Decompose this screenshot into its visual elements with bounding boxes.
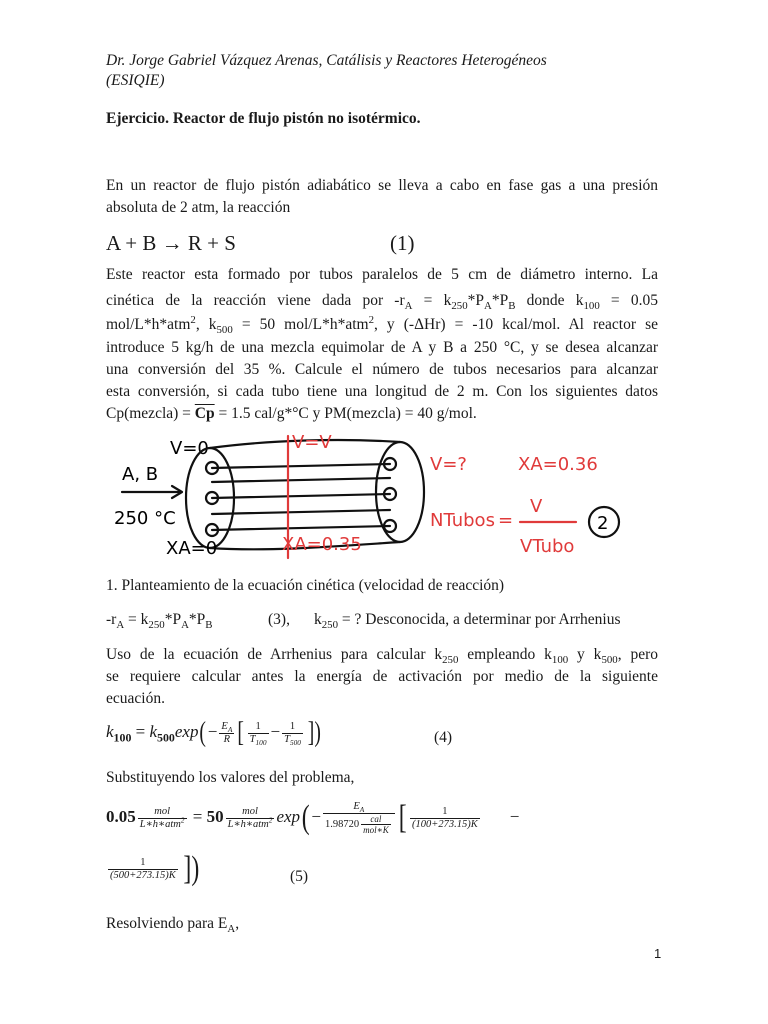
para3-line-2: se requiere calcular antes la energía de activación por medio de la siguiente	[106, 668, 658, 685]
sketch-v0-label: V=0	[170, 438, 209, 459]
para2-line-6: esta conversión, si cada tubo tiene una longitud de 2 m. Con los siguientes datos	[106, 383, 658, 400]
header-line-1: Dr. Jorge Gabriel Vázquez Arenas, Catálisis y Reactores Heterogéneos	[106, 52, 547, 69]
sketch-vq-label: V=?	[430, 454, 467, 475]
equation-3-desc: $k_{250}$ = ? Desconocida, a determinar por Arrhenius	[314, 611, 621, 632]
equation-5-number: (5)	[290, 868, 309, 885]
equation-5-line-1: 0.05 $\frac{\text{mol}}{L∗h∗atm^2}$ = 50 $\frac{\text{mol}}{L∗h∗atm^2}$ exp(− $E_A$ 1.98720 $\frac{\text{cal}}{\text{mol∗K}}$ [ $\frac{1}{(100+273.15)K}$ −	[106, 799, 520, 836]
sketch-tube	[212, 478, 390, 482]
equation-4-number: (4)	[434, 729, 453, 746]
para2-line-2: cinética de la reacción viene dada por $-r_A = k_{250}*P_A*P_B$ donde $k_{100} = 0.05$	[106, 292, 658, 313]
sketch-equals: =	[498, 510, 514, 531]
sketch-tube	[212, 510, 390, 514]
header-line-2: (ESIQIE)	[106, 72, 165, 89]
intro-line-2: absoluta de 2 atm, la reacción	[106, 199, 291, 216]
section1-heading: 1. Planteamiento de la ecuación cinética (velocidad de reacción)	[106, 577, 505, 594]
equation-5-line-2: $\frac{1}{(500+273.15)K}$ ])	[110, 850, 199, 887]
equation-3: $-r_A = k_{250}*P_A*P_B$	[106, 611, 213, 632]
para2-line-1: Este reactor esta formado por tubos paralelos de 5 cm de diámetro interno. La	[106, 266, 658, 283]
para2-line-5: una conversión del 35 %. Calcule el número de tubos necesarios para alcanzar	[106, 361, 658, 378]
substituting-text: Substituyendo los valores del problema,	[106, 769, 355, 786]
sketch-ntubos-label: NTubos	[430, 510, 495, 531]
sketch-v-numerator: V	[530, 496, 543, 517]
para3-line-3: ecuación.	[106, 690, 165, 707]
equation-3-number: (3),	[268, 611, 290, 628]
reactor-sketch	[100, 428, 660, 570]
sketch-xa035-label: XA=0.35	[282, 534, 362, 555]
sketch-tube	[212, 494, 390, 498]
solving-text: Resolviendo para $E_A$,	[106, 915, 240, 936]
sketch-vtubo-denominator: VTubo	[520, 536, 575, 557]
para2-line-3: mol/L*h*atm$^2$, $k_{500} = 50$ mol/L*h*atm$^2$, y (-ΔHr) = -10 kcal/mol. Al reactor se	[106, 313, 658, 337]
equation-4: $k_{100} = k_{500}\exp(-$ $\frac{E_A}{R}$ [ $\frac{1}{T_{100}}$ − $\frac{1}{T_{500}}$ ])	[106, 717, 321, 748]
sketch-vv-label: V=V	[292, 432, 332, 453]
sketch-tube	[212, 464, 390, 468]
para2-line-4: introduce 5 kg/h de una mezcla equimolar de A y B a 250 °C, y se desea alcanzar	[106, 339, 658, 356]
reaction-number: (1)	[390, 231, 415, 255]
exercise-title: Ejercicio. Reactor de flujo pistón no isotérmico.	[106, 110, 421, 127]
intro-line-1: En un reactor de flujo pistón adiabático se lleva a cabo en fase gas a una presión	[106, 177, 658, 194]
sketch-tube	[212, 526, 390, 530]
sketch-xa0-label: XA=0	[166, 538, 218, 559]
page-number: 1	[654, 946, 662, 961]
sketch-xa036-label: XA=0.36	[518, 454, 598, 475]
sketch-feed-label: A, B	[122, 464, 159, 485]
sketch-temp-label: 250 °C	[114, 508, 176, 529]
para3-line-1: Uso de la ecuación de Arrhenius para calcular $k_{250}$ empleando $k_{100}$ y $k_{500}$, pero	[106, 646, 658, 667]
reaction-equation: A + B → R + S	[106, 231, 236, 255]
para2-line-7: Cp(mezcla) = $\overline{Cp} = 1.5$ cal/g*°C y PM(mezcla) = 40 g/mol.	[106, 405, 477, 422]
sketch-circled-label: 2	[597, 513, 609, 534]
